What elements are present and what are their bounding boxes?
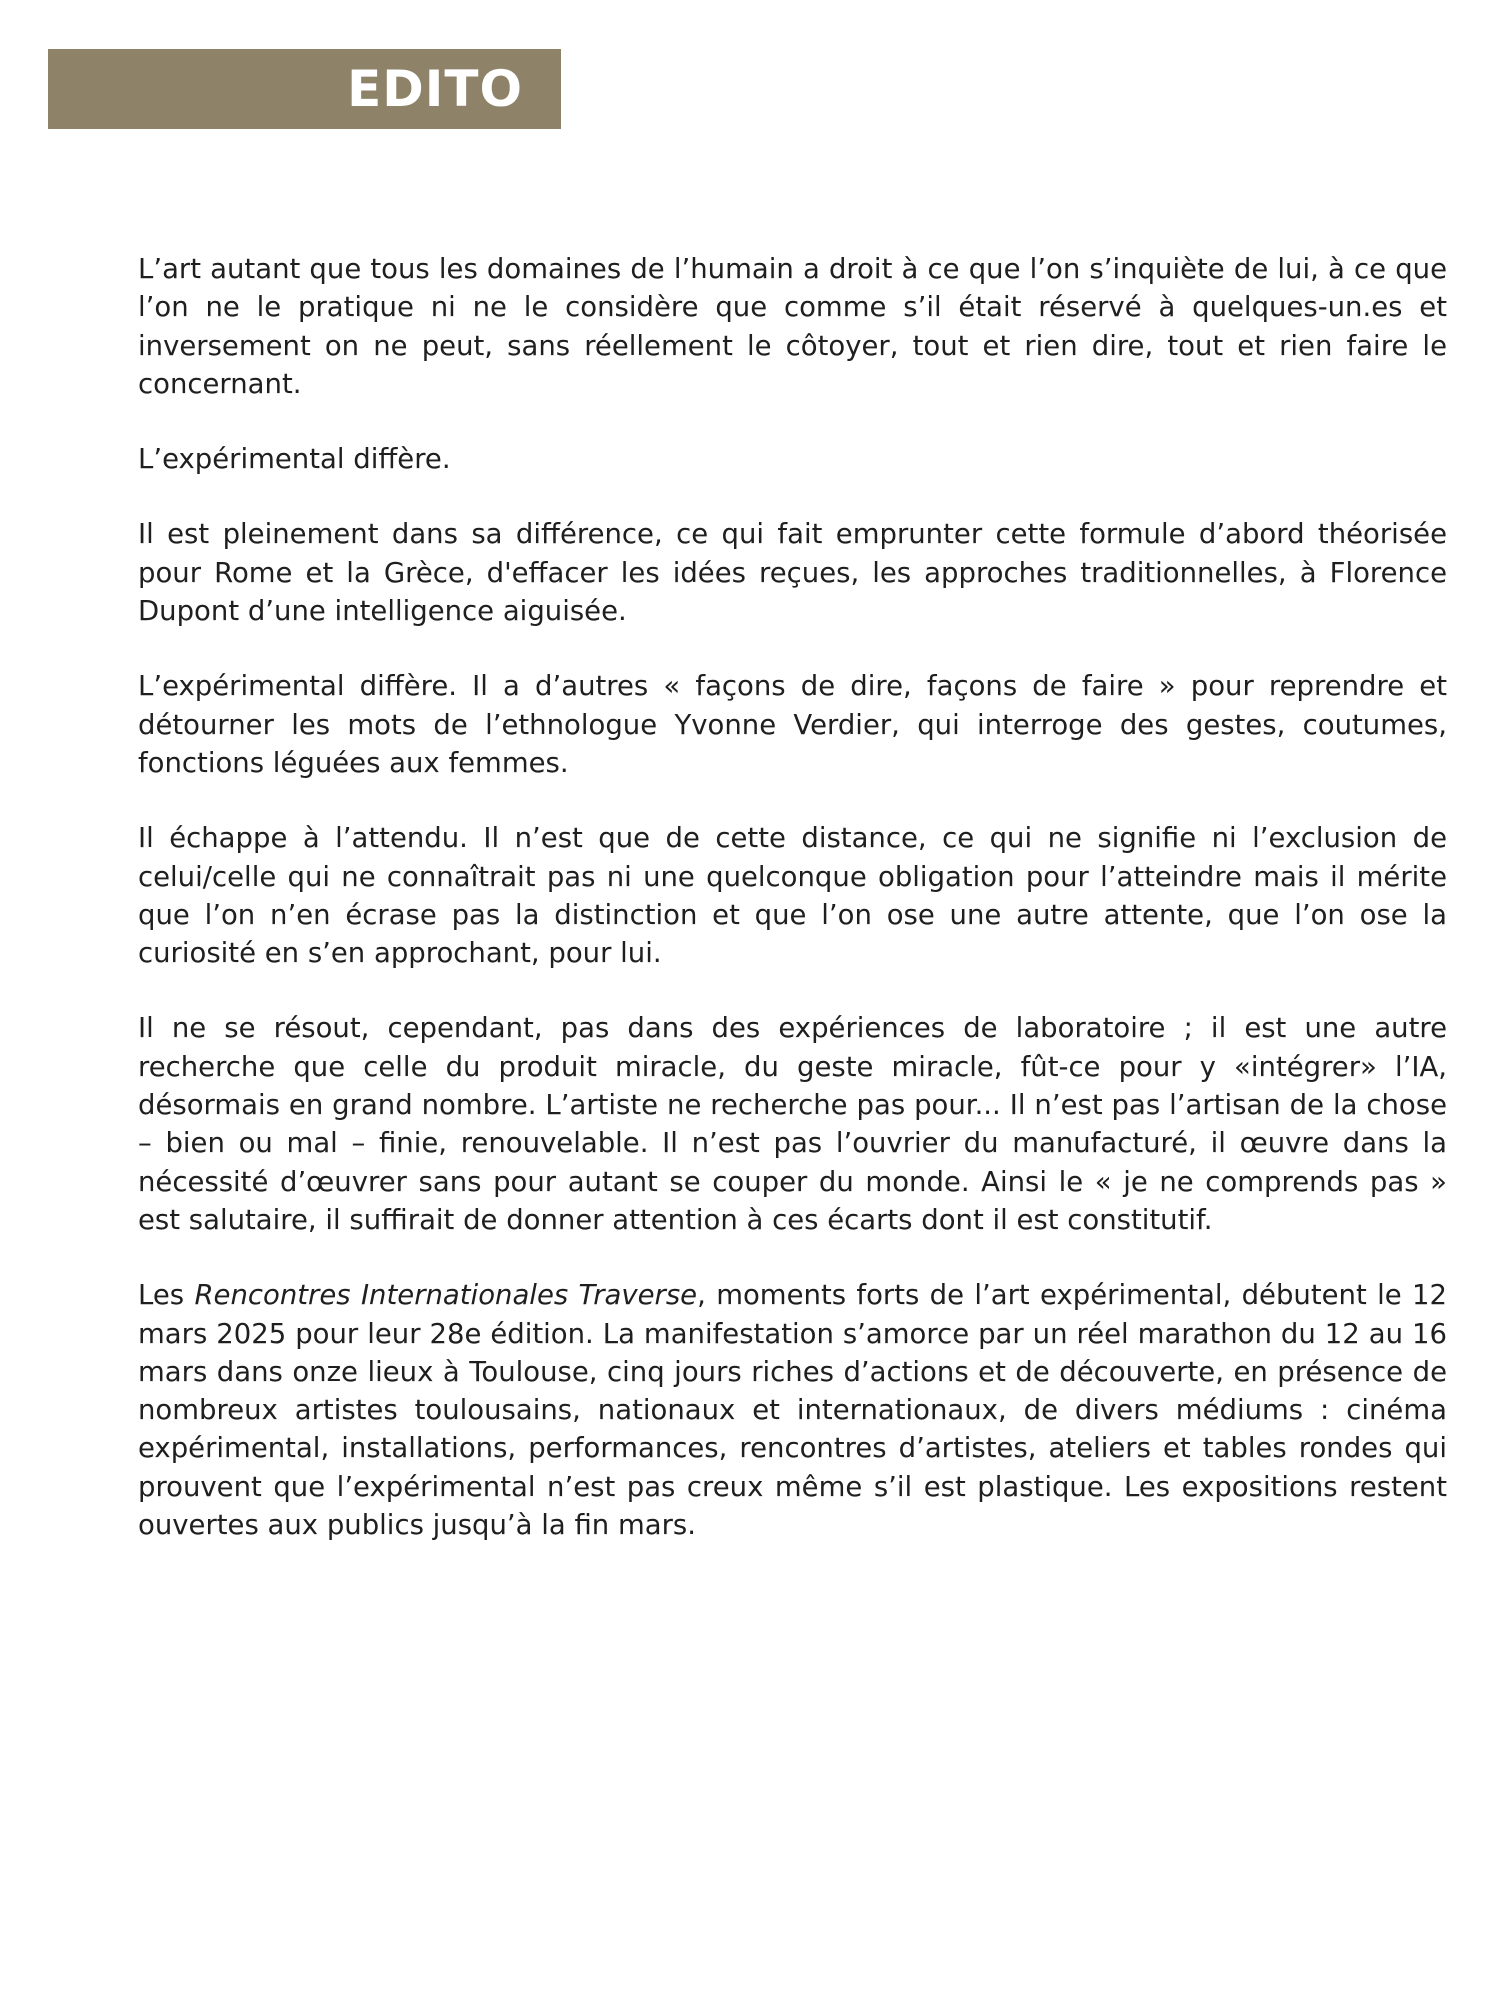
paragraph-1: L’art autant que tous les domaines de l’humain a droit à ce que l’on s’inquiète de lui, à ce que l’on ne le pratique ni ne le considère que comme s’il était réservé à quelques-un.es et inversement on ne peut, sans réellement le côtoyer, tout et rien dire, tout et rien faire le concernant.: [138, 253, 1447, 400]
paragraph-7-rest: , moments forts de l’art expérimental, débutent le 12 mars 2025 pour leur 28e édition. La manifestation s’amorce par un réel marathon du 12 au 16 mars dans onze lieux à Toulouse, cinq jours riches d’actions et de découverte, en présence de nombreux artistes toulousains, nationaux et internationaux, de divers médiums : cinéma expérimental, installations, performances, rencontres d’artistes, ateliers et tables rondes qui prouvent que l’expérimental n’est pas creux même s’il est plastique. Les expositions restent ouvertes aux publics jusqu’à la fin mars.: [138, 1279, 1448, 1542]
page-title: EDITO: [347, 60, 523, 118]
paragraph-5: Il échappe à l’attendu. Il n’est que de cette distance, ce qui ne signifie ni l’exclusion de celui/celle qui ne connaîtrait pas ni une quelconque obligation pour l’atteindre mais il mérite que l’on n’en écrase pas la distinction et que l’on ose une autre attente, que l’on ose la curiosité en s’en approchant, pour lui.: [138, 822, 1447, 970]
paragraph-3: Il est pleinement dans sa différence, ce qui fait emprunter cette formule d’abord théorisée pour Rome et la Grèce, d'effacer les idées reçues, les approches traditionnelles, à Florence Dupont d’une intelligence aiguisée.: [138, 518, 1447, 628]
paragraph-4: L’expérimental diffère. Il a d’autres « façons de dire, façons de faire » pour reprendre et détourner les mots de l’ethnologue Yvonne Verdier, qui interroge des gestes, coutumes, fonctions léguées aux femmes.: [138, 670, 1447, 779]
event-name: Rencontres Internationales Traverse: [194, 1279, 698, 1312]
paragraph-7-lead: Les: [138, 1279, 195, 1312]
section-header-banner: [48, 49, 561, 129]
paragraph-2: L’expérimental diffère.: [138, 443, 451, 476]
editorial-text: [138, 250, 1447, 1581]
paragraph-6: Il ne se résout, cependant, pas dans des expériences de laboratoire ; il est une autre recherche que celle du produit miracle, du geste miracle, fût-ce pour y «intégrer» l’IA, désormais en grand nombre. L’artiste ne recherche pas pour... Il n’est pas l’artisan de la chose – bien ou mal – finie, renouvelable. Il n’est pas l’ouvrier du manufacturé, il œuvre dans la nécessité d’œuvrer sans pour autant se couper du monde. Ainsi le « je ne comprends pas » est salutaire, il suffirait de donner attention à ces écarts dont il est constitutif.: [138, 1012, 1447, 1236]
paragraph-7: [138, 1276, 1447, 1544]
